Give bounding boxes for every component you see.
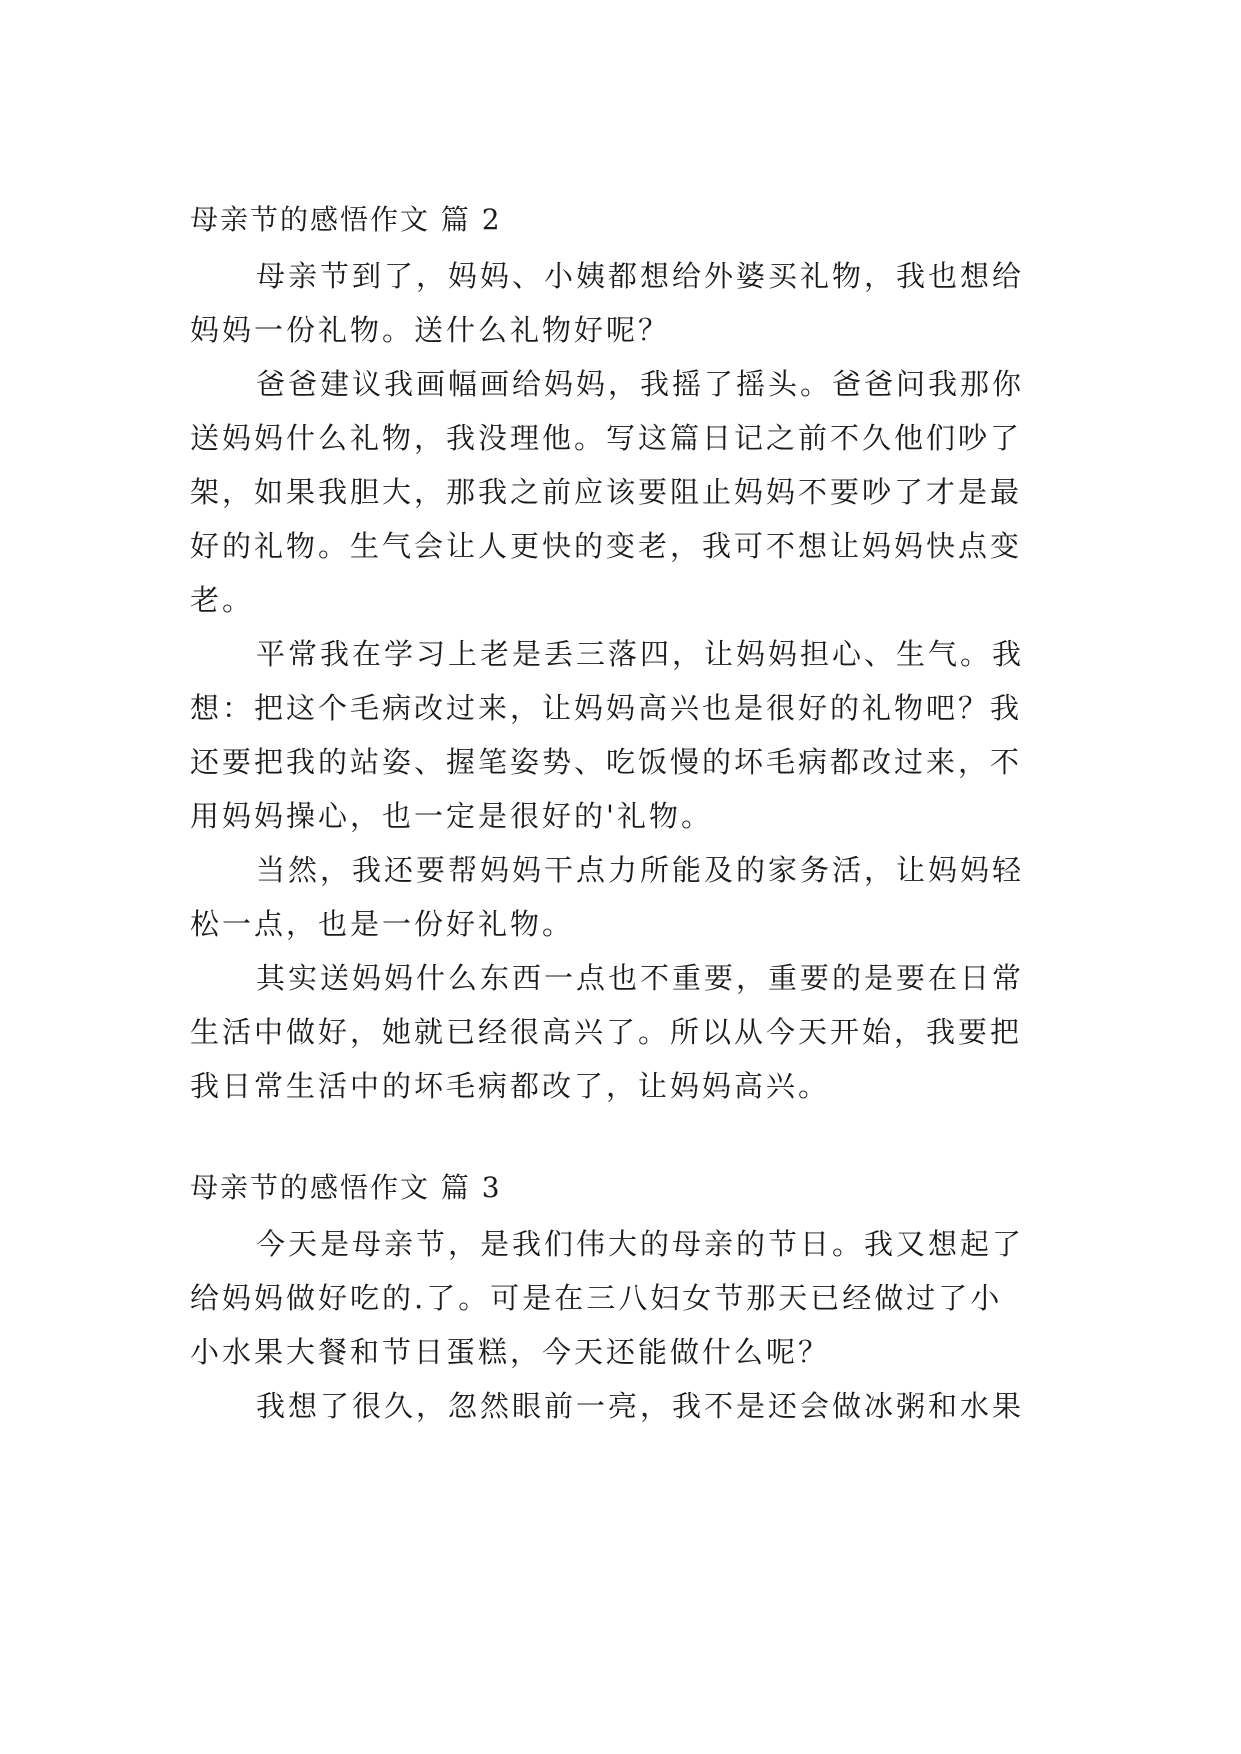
paragraph-line: 平常我在学习上老是丢三落四，让妈妈担心、生气。我 <box>256 637 1025 671</box>
section-heading: 母亲节的感悟作文 篇 3 <box>190 1171 502 1204</box>
paragraph-line: 我想了很久，忽然眼前一亮，我不是还会做冰粥和水果 <box>256 1389 1025 1423</box>
paragraph-line: 还要把我的站姿、握笔姿势、吃饭慢的坏毛病都改过来，不 <box>190 745 1023 779</box>
paragraph-line: 其实送妈妈什么东西一点也不重要，重要的是要在日常 <box>256 961 1025 995</box>
paragraph-line: 送妈妈什么礼物，我没理他。写这篇日记之前不久他们吵了 <box>190 421 1023 455</box>
paragraph-line: 妈妈一份礼物。送什么礼物好呢？ <box>190 313 671 347</box>
paragraph-line: 小水果大餐和节日蛋糕，今天还能做什么呢？ <box>190 1335 831 1369</box>
paragraph-line: 当然，我还要帮妈妈干点力所能及的家务活，让妈妈轻 <box>256 853 1025 887</box>
paragraph-line: 生活中做好，她就已经很高兴了。所以从今天开始，我要把 <box>190 1015 1023 1049</box>
paragraph-line: 架，如果我胆大，那我之前应该要阻止妈妈不要吵了才是最 <box>190 475 1023 509</box>
paragraph-line: 想：把这个毛病改过来，让妈妈高兴也是很好的礼物吧？我 <box>190 691 1023 725</box>
paragraph-line: 母亲节到了，妈妈、小姨都想给外婆买礼物，我也想给 <box>256 259 1025 293</box>
paragraph-line: 今天是母亲节，是我们伟大的母亲的节日。我又想起了 <box>256 1227 1025 1261</box>
paragraph-line: 松一点，也是一份好礼物。 <box>190 907 575 941</box>
paragraph-line: 老。 <box>190 583 255 617</box>
section-heading: 母亲节的感悟作文 篇 2 <box>190 203 502 236</box>
paragraph-line: 用妈妈操心，也一定是很好的'礼物。 <box>190 799 713 833</box>
paragraph-line: 好的礼物。生气会让人更快的变老，我可不想让妈妈快点变 <box>190 529 1023 563</box>
paragraph-line: 我日常生活中的坏毛病都改了，让妈妈高兴。 <box>190 1069 831 1103</box>
paragraph-line: 爸爸建议我画幅画给妈妈，我摇了摇头。爸爸问我那你 <box>256 367 1025 401</box>
paragraph-line: 给妈妈做好吃的.了。可是在三八妇女节那天已经做过了小 <box>190 1281 1003 1315</box>
